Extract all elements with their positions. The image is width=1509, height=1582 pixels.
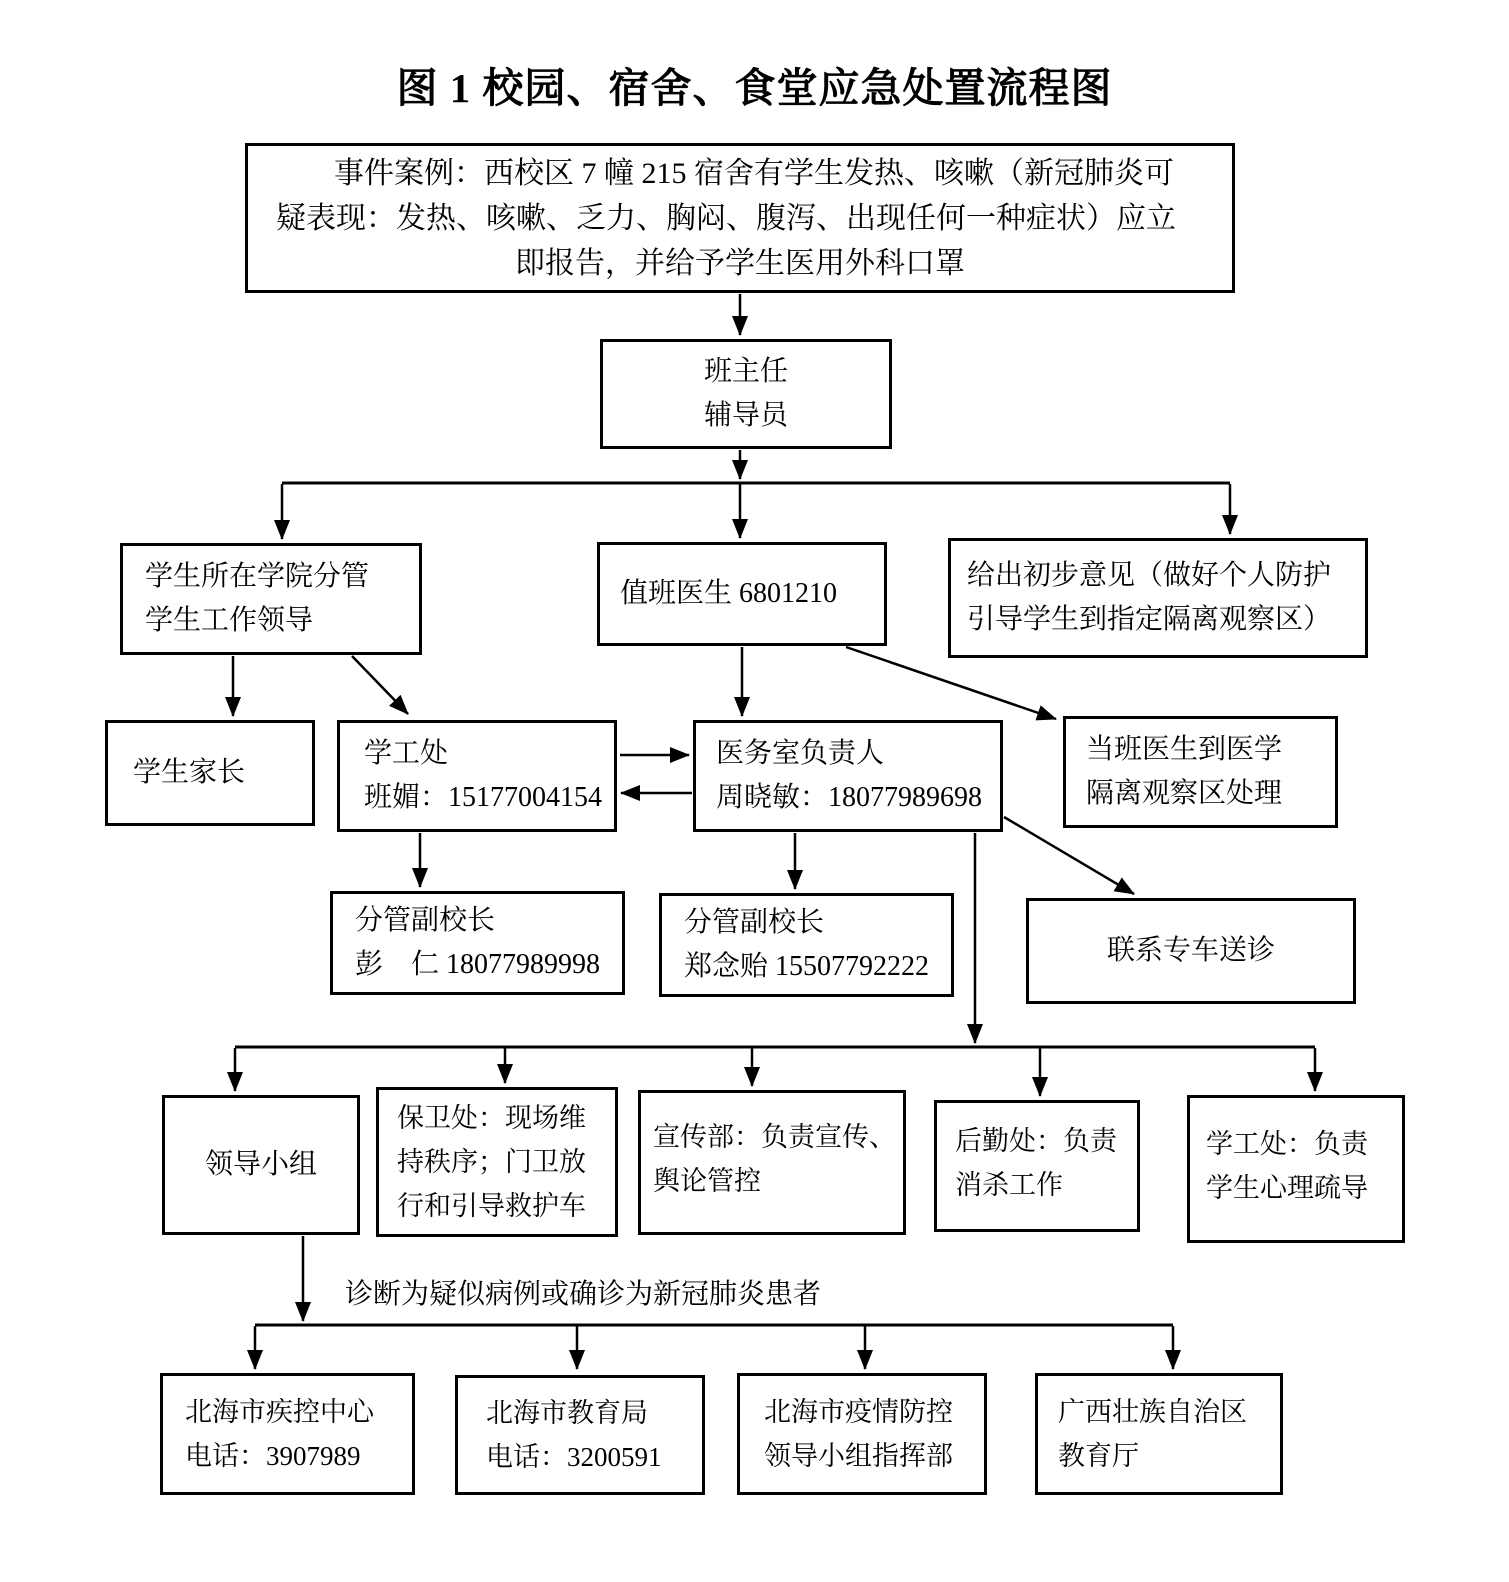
node-text-line: 郑念贻 15507792222: [684, 951, 930, 982]
edge-label-diagnosis: 诊断为疑似病例或确诊为新冠肺炎患者: [345, 1279, 822, 1310]
node-text-line: 疑表现：发热、咳嗽、乏力、胸闷、腹泻、出现任何一种症状）应立: [276, 201, 1176, 235]
node-text-line: 持秩序；门卫放: [397, 1147, 586, 1177]
node-vp-zheng-nianyi: [659, 893, 954, 997]
diagram-title: 图 1 校园、宿舍、食堂应急处置流程图: [396, 65, 1113, 111]
node-text-line: 班媚：15177004154: [364, 782, 603, 813]
node-text-line: 电话：3907989: [185, 1441, 361, 1471]
node-text-line: 即报告，并给予学生医用外科口罩: [515, 246, 965, 280]
node-text-line: 宣传部：负责宣传、: [653, 1122, 896, 1152]
node-text-line: 行和引导救护车: [397, 1191, 586, 1221]
node-text-line: 学生心理疏导: [1206, 1173, 1368, 1203]
node-text-line: 分管副校长: [684, 907, 825, 938]
node-text-line: 电话：3200591: [486, 1442, 662, 1472]
node-text-line: 班主任: [703, 356, 788, 387]
node-text-line: 保卫处：现场维: [397, 1103, 586, 1133]
node-text-line: 北海市疫情防控: [764, 1397, 953, 1427]
node-contact-special-car: [1026, 898, 1356, 1004]
node-text-line: 学生家长: [133, 757, 246, 788]
node-logistics-office: [934, 1100, 1140, 1232]
node-college-leader: [120, 543, 422, 655]
node-text-line: 广西壮族自治区: [1058, 1397, 1247, 1427]
node-text-line: 舆论管控: [653, 1166, 761, 1196]
node-guangxi-edu-dept: [1035, 1373, 1283, 1495]
node-text-line: 领导小组: [204, 1149, 317, 1180]
node-text-line: 学生工作领导: [145, 605, 314, 636]
node-security-office: [376, 1087, 618, 1237]
node-text-line: 彭 仁 18077989998: [355, 949, 601, 980]
node-text-line: 北海市教育局: [486, 1398, 648, 1428]
node-text-line: 领导小组指挥部: [764, 1441, 953, 1471]
node-duty-doctor: [597, 542, 887, 646]
node-text-line: 给出初步意见（做好个人防护: [967, 560, 1332, 591]
node-epidemic-hq: [737, 1373, 987, 1495]
node-student-affairs-office: [337, 720, 617, 832]
node-head-teacher: [600, 339, 892, 449]
node-text-line: 联系专车送诊: [1106, 935, 1275, 966]
node-text-line: 值班医生 6801210: [620, 578, 838, 609]
node-text-line: 事件案例：西校区 7 幢 215 宿舍有学生发热、咳嗽（新冠肺炎可: [334, 156, 1174, 190]
node-psych-counseling: [1187, 1095, 1405, 1243]
node-beihai-cdc: [160, 1373, 415, 1495]
node-text-line: 医务室负责人: [716, 738, 885, 769]
node-text-line: 消杀工作: [955, 1170, 1063, 1200]
node-preliminary-opinion: [948, 538, 1368, 658]
node-text-line: 学工处: [364, 738, 449, 769]
node-text-line: 辅导员: [703, 400, 788, 431]
node-text-line: 引导学生到指定隔离观察区）: [967, 604, 1332, 635]
node-text-line: 周晓敏：18077989698: [716, 782, 983, 813]
node-incident-case: [245, 143, 1235, 293]
node-text-line: 后勤处：负责: [955, 1126, 1117, 1156]
node-text-line: 教育厅: [1058, 1441, 1139, 1471]
node-beihai-edu-bureau: [455, 1375, 705, 1495]
node-isolation-duty-doctor: [1063, 716, 1338, 828]
node-text-line: 当班医生到医学: [1086, 734, 1283, 765]
node-text-line: 隔离观察区处理: [1086, 778, 1283, 809]
node-text-line: 学工处：负责: [1206, 1129, 1368, 1159]
node-propaganda-dept: [638, 1090, 906, 1235]
node-leading-group: [162, 1095, 360, 1235]
node-text-line: 北海市疾控中心: [185, 1397, 374, 1427]
node-text-line: 学生所在学院分管: [145, 561, 370, 592]
node-text-line: 分管副校长: [355, 905, 496, 936]
node-student-parents: [105, 720, 315, 826]
node-medical-office-head: [693, 720, 1003, 832]
node-vp-peng-ren: [330, 891, 625, 995]
